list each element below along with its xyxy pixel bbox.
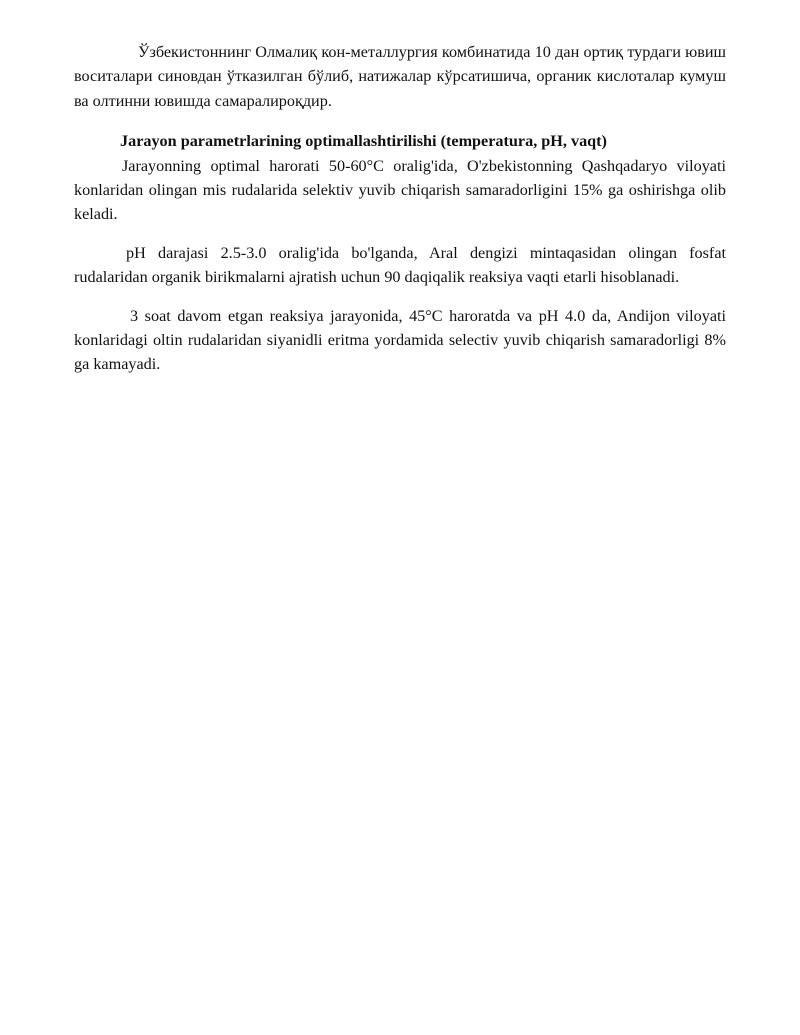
paragraph-olmaliq: Ўзбекистоннинг Олмалиқ кон-металлургия комбинатида 10 дан ортиқ турдаги ювиш воситалари синовдан ўтказилган бўлиб, натижалар кўрсатишича, органик кислоталар кумуш ва олтинни ювишда самаралироқдир. (74, 43, 726, 110)
document-page (74, 40, 726, 377)
paragraph-time: 3 soat davom etgan reaksiya jarayonida, 45°C haroratda va pH 4.0 da, Andijon viloyati konlaridagi oltin rudalaridan siyanidli eritma yordamida selectiv yuvib chiqarish samaradorligi 8% ga kamayadi. (74, 306, 726, 374)
paragraph-ph: pH darajasi 2.5-3.0 oralig'ida bo'lganda, Aral dengizi mintaqasidan olingan fosfat rudalaridan organik birikmalarni ajratish uchun 90 daqiqalik reaksiya vaqti etarli hisoblanadi. (74, 243, 726, 287)
section-heading: Jarayon parametrlarining optimallashtirilishi (temperatura, pH, vaqt) (120, 132, 607, 151)
paragraph-spacer (74, 113, 726, 129)
paragraph-spacer (74, 227, 726, 241)
paragraph-spacer (74, 290, 726, 304)
paragraph-temperature: Jarayonning optimal harorati 50-60°C oralig'ida, O'zbekistonning Qashqadaryo viloyati konlaridan olingan mis rudalarida selektiv yuvib chiqarish samaradorligini 15% ga oshirishga olib keladi. (74, 156, 726, 224)
